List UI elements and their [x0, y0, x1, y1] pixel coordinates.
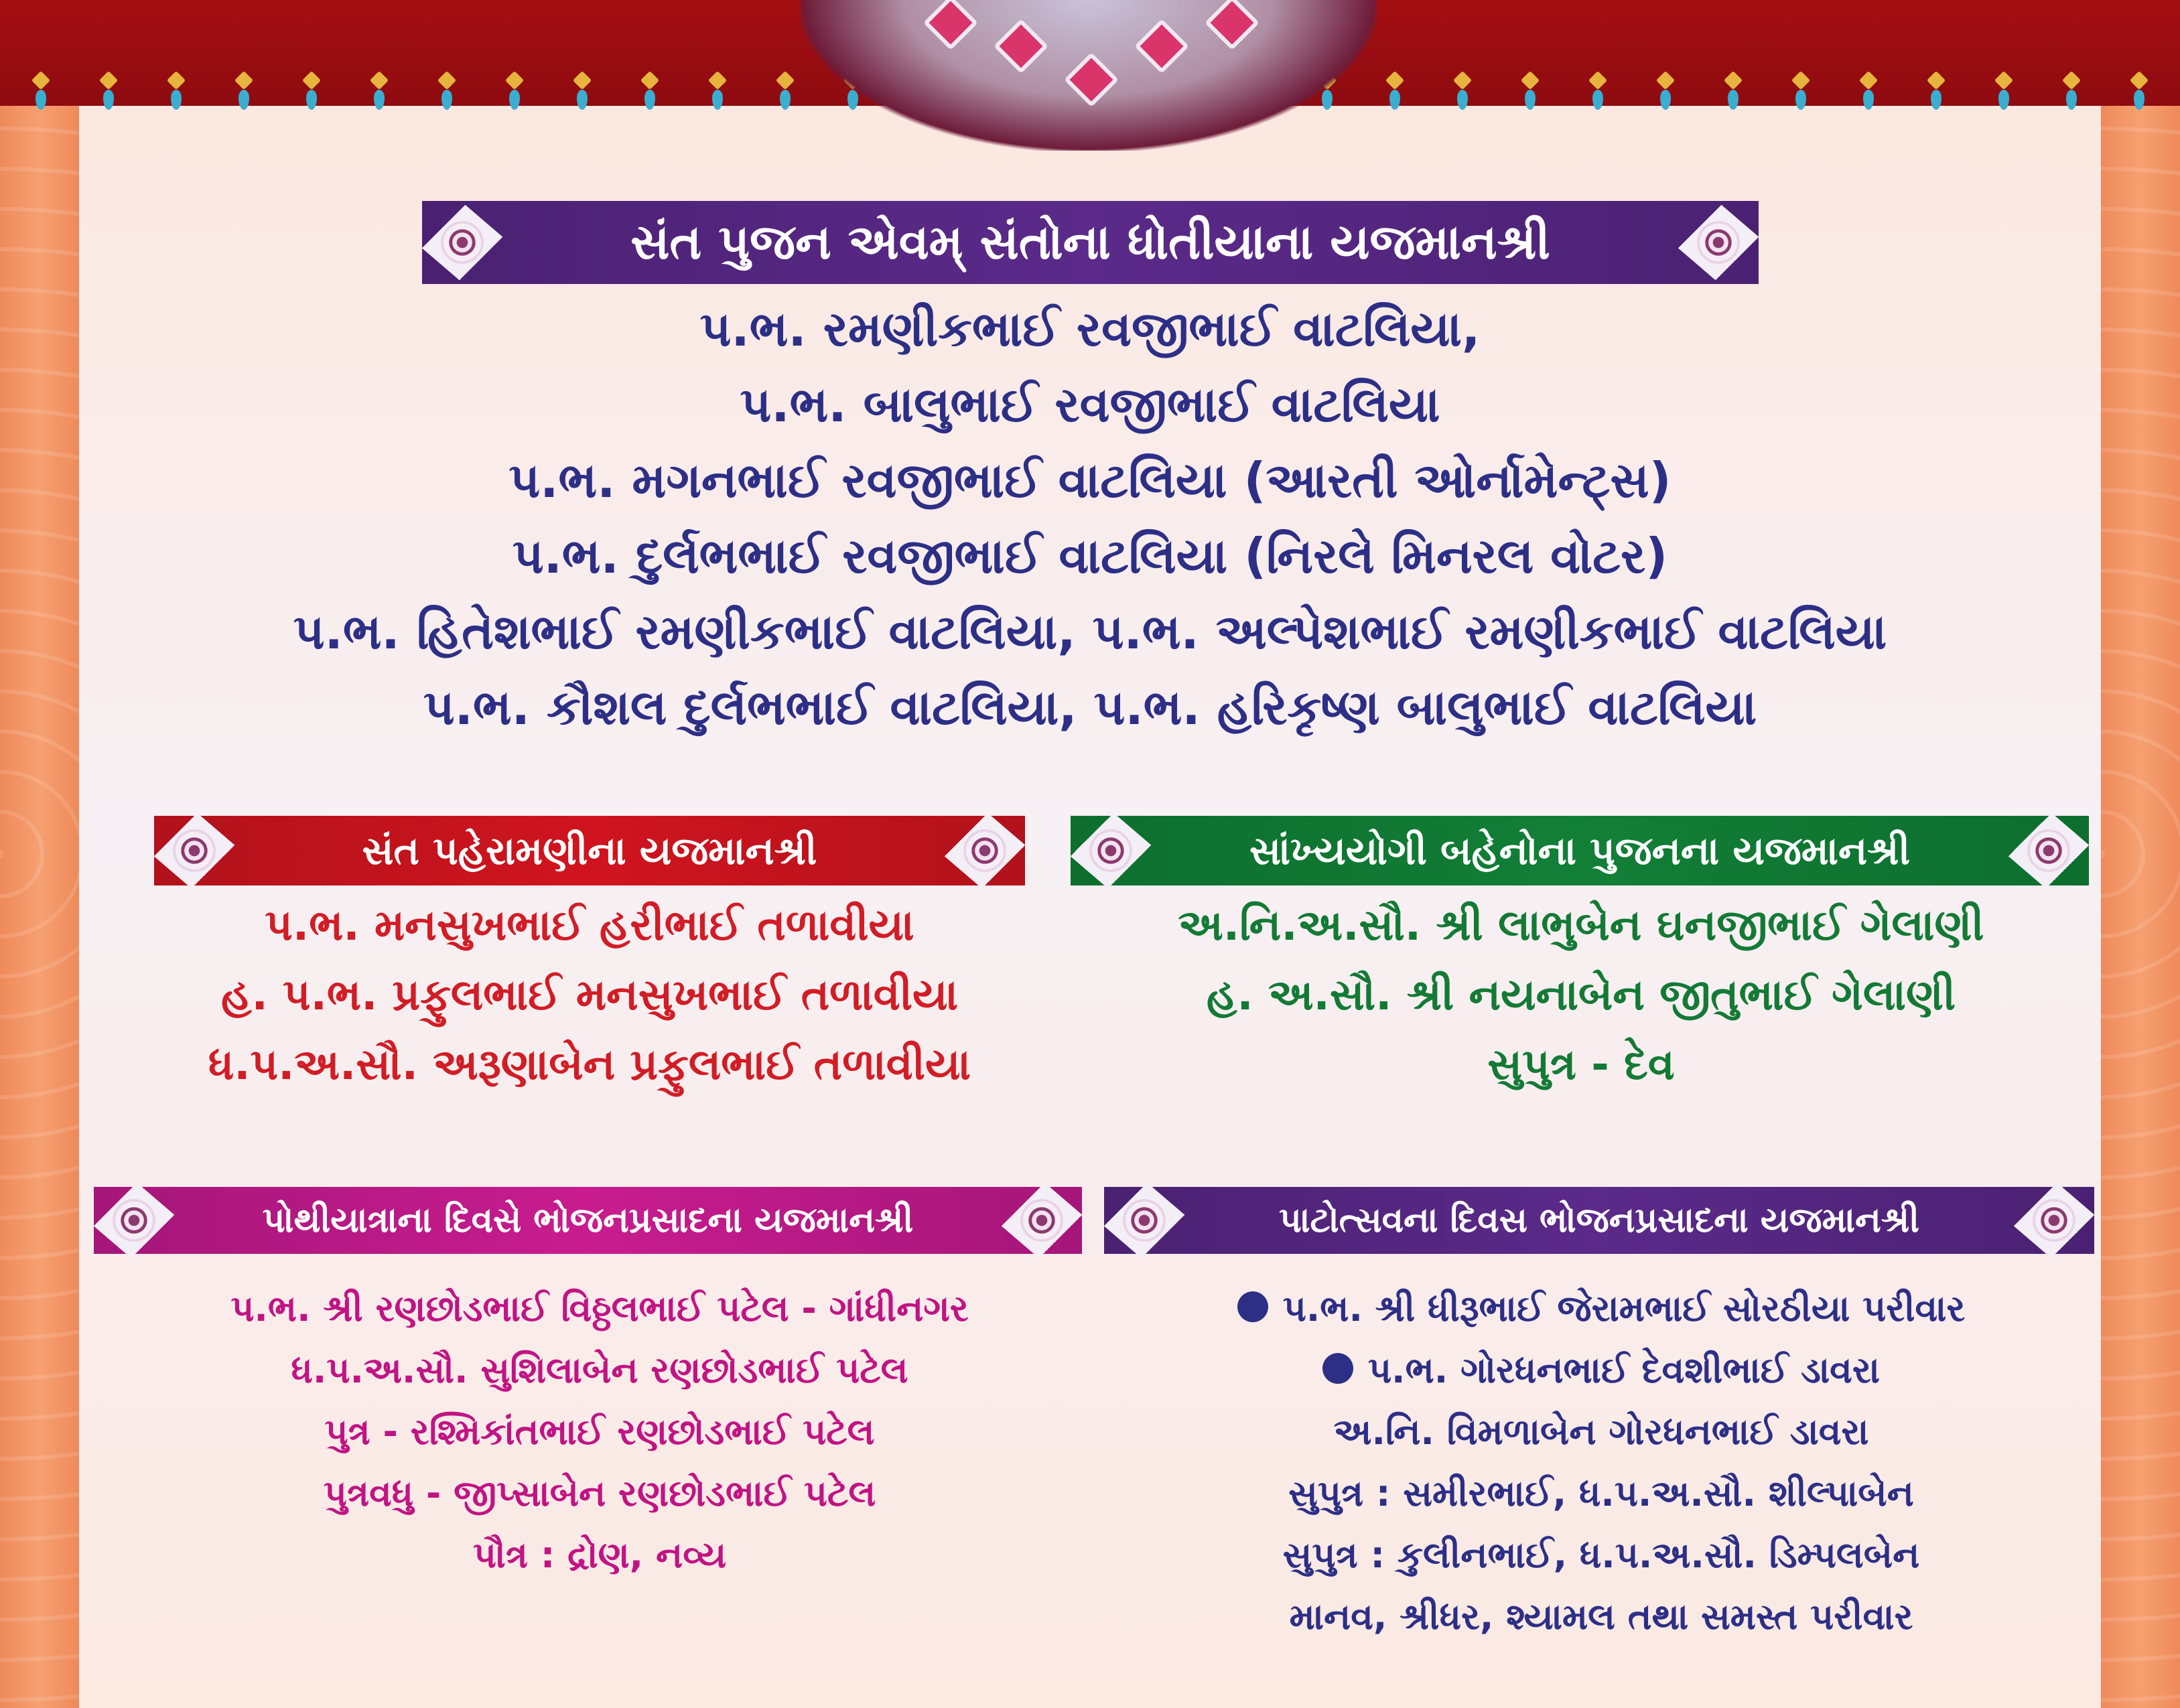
section2-line: પ.ભ. મનસુખભાઈ હરીભાઈ તળાવીયા [265, 901, 914, 950]
section5-line: સુપુત્ર : કુલીનભાઈ, ધ.પ.અ.સૌ. ડિમ્પલબેન [1282, 1534, 1920, 1576]
section2-heading-bar [154, 816, 1025, 885]
section4-line: ધ.પ.અ.સૌ. સુશિલાબેન રણછોડભાઈ પટેલ [291, 1349, 908, 1391]
right-border [2101, 0, 2180, 1708]
bead-ornament [234, 74, 254, 111]
section1-line: પ.ભ. મગનભાઈ રવજીભાઈ વાટલિયા (આરતી ઓર્નામેન્ટ્સ) [508, 452, 1672, 508]
bullet-dot-icon [1322, 1353, 1353, 1384]
section3-line: હ. અ.સૌ. શ્રી નયનાબેન જીતુભાઈ ગેલાણી [1206, 971, 1956, 1020]
bead-ornament [1520, 74, 1540, 111]
section5-line: સુપુત્ર : સમીરભાઈ, ધ.પ.અ.સૌ. શીલ્પાબેન [1288, 1472, 1914, 1514]
section4-line: પૌત્ર : દ્રોણ, નવ્ય [472, 1534, 727, 1576]
bead-ornament [2129, 74, 2149, 111]
gem-icon [1064, 52, 1119, 107]
bead-ornament [98, 74, 119, 111]
section4-line: પુત્રવધુ - જીપ્સાબેન રણછોડભાઈ પટેલ [323, 1472, 876, 1514]
section5-line: માનવ, શ્રીધર, શ્યામલ તથા સમસ્ત પરીવાર [1289, 1595, 1913, 1638]
section5-line-text: પ.ભ. શ્રી ધીરૂભાઈ જેરામભાઈ સોરઠીયા પરીવાર [1282, 1287, 1966, 1330]
floral-ornament-icon [87, 1180, 181, 1261]
section3-line: સુપુત્ર - દેવ [1487, 1040, 1675, 1090]
section2-line: હ. પ.ભ. પ્રફુલભાઈ મનસુખભાઈ તળાવીયા [220, 971, 959, 1020]
bead-ornament [775, 74, 795, 111]
bead-ornament [2061, 74, 2082, 111]
floral-ornament-icon [938, 810, 1032, 891]
section4-heading: પોથીયાત્રાના દિવસે ભોજનપ્રસાદના યજમાનશ્રી [262, 1200, 914, 1240]
bead-ornament [1655, 74, 1676, 111]
section2-lines [121, 891, 1059, 1100]
section5-line [1112, 1340, 2090, 1401]
section3-heading-bar [1071, 816, 2089, 885]
gem-icon [1134, 19, 1189, 74]
floral-ornament-icon [415, 202, 509, 283]
section1-line: પ.ભ. કૌશલ દુર્લભભાઈ વાટલિયા, પ.ભ. હરિકૃષ્ણ બાલુભાઈ વાટલિયા [423, 679, 1757, 735]
section1-line: પ.ભ. બાલુભાઈ રવજીભાઈ વાટલિયા [740, 376, 1440, 433]
section3-line: અ.નિ.અ.સૌ. શ્રી લાભુબેન ઘનજીભાઈ ગેલાણી [1178, 901, 1984, 950]
floral-ornament-icon [995, 1180, 1089, 1261]
gem-icon [923, 0, 978, 50]
bead-ornament [640, 74, 660, 111]
section5-heading-bar [1104, 1187, 2094, 1254]
bead-ornament [1385, 74, 1405, 111]
bead-ornament [1791, 74, 1811, 111]
bead-ornament [166, 74, 186, 111]
section4-line: પ.ભ. શ્રી રણછોડભાઈ વિઠ્ઠલભાઈ પટેલ - ગાંધીનગર [230, 1287, 969, 1330]
section4-lines [114, 1278, 1085, 1586]
bead-ornament [504, 74, 525, 111]
bead-ornament [437, 74, 457, 111]
floral-ornament-icon [1672, 202, 1765, 283]
floral-ornament-icon [1097, 1180, 1191, 1261]
bead-ornament [572, 74, 592, 111]
gem-icon [994, 19, 1048, 74]
section1-line: પ.ભ. દુર્લભભાઈ રવજીભાઈ વાટલિયા (નિરલે મિનરલ વોટર) [512, 528, 1668, 584]
section4-heading-bar [94, 1187, 1082, 1254]
left-border [0, 0, 79, 1708]
section5-lines [1112, 1278, 2090, 1648]
bead-ornament [1926, 74, 1946, 111]
section4-line: પુત્ર - રશ્મિકાંતભાઈ રણછોડભાઈ પટેલ [324, 1411, 875, 1453]
bead-ornament [369, 74, 389, 111]
section2-heading: સંત પહેરામણીના યજમાનશ્રી [362, 827, 817, 873]
section3-lines [1065, 891, 2097, 1100]
floral-ornament-icon [1064, 810, 1158, 891]
section2-line: ધ.પ.અ.સૌ. અરૂણાબેન પ્રફુલભાઈ તળાવીયા [208, 1040, 971, 1090]
section1-line: પ.ભ. રમણીકભાઈ રવજીભાઈ વાટલિયા, [699, 301, 1481, 357]
section5-heading: પાટોત્સવના દિવસ ભોજનપ્રસાદના યજમાનશ્રી [1278, 1200, 1920, 1240]
gem-icon [1205, 0, 1259, 50]
floral-ornament-icon [2002, 810, 2096, 891]
section1-line: પ.ભ. હિતેશભાઈ રમણીકભાઈ વાટલિયા, પ.ભ. અલ્પેશભાઈ રમણીકભાઈ વાટલિયા [293, 603, 1887, 660]
jewel-crest-icon [801, 0, 1377, 151]
bead-ornament [1994, 74, 2014, 111]
section5-line [1112, 1278, 2090, 1340]
bead-ornament [1723, 74, 1743, 111]
bead-ornament [1588, 74, 1608, 111]
section1-heading-bar [422, 201, 1759, 284]
section5-line: અ.નિ. વિમળાબેન ગોરધનભાઈ ડાવરા [1333, 1411, 1869, 1453]
bullet-dot-icon [1237, 1291, 1268, 1322]
section3-heading: સાંખ્યયોગી બહેનોના પુજનના યજમાનશ્રી [1249, 827, 1911, 873]
section1-heading: સંત પુજન એવમ્ સંતોના ધોતીયાના યજમાનશ્રી [630, 214, 1550, 270]
bead-ornament [301, 74, 322, 111]
bead-ornament [31, 74, 51, 111]
bead-ornament [1858, 74, 1879, 111]
bead-ornament [1452, 74, 1473, 111]
section1-lines [121, 291, 2059, 745]
floral-ornament-icon [147, 810, 241, 891]
bead-ornament [707, 74, 728, 111]
section5-line-text: પ.ભ. ગોરધનભાઈ દેવશીભાઈ ડાવરા [1368, 1349, 1880, 1391]
floral-ornament-icon [2007, 1180, 2101, 1261]
